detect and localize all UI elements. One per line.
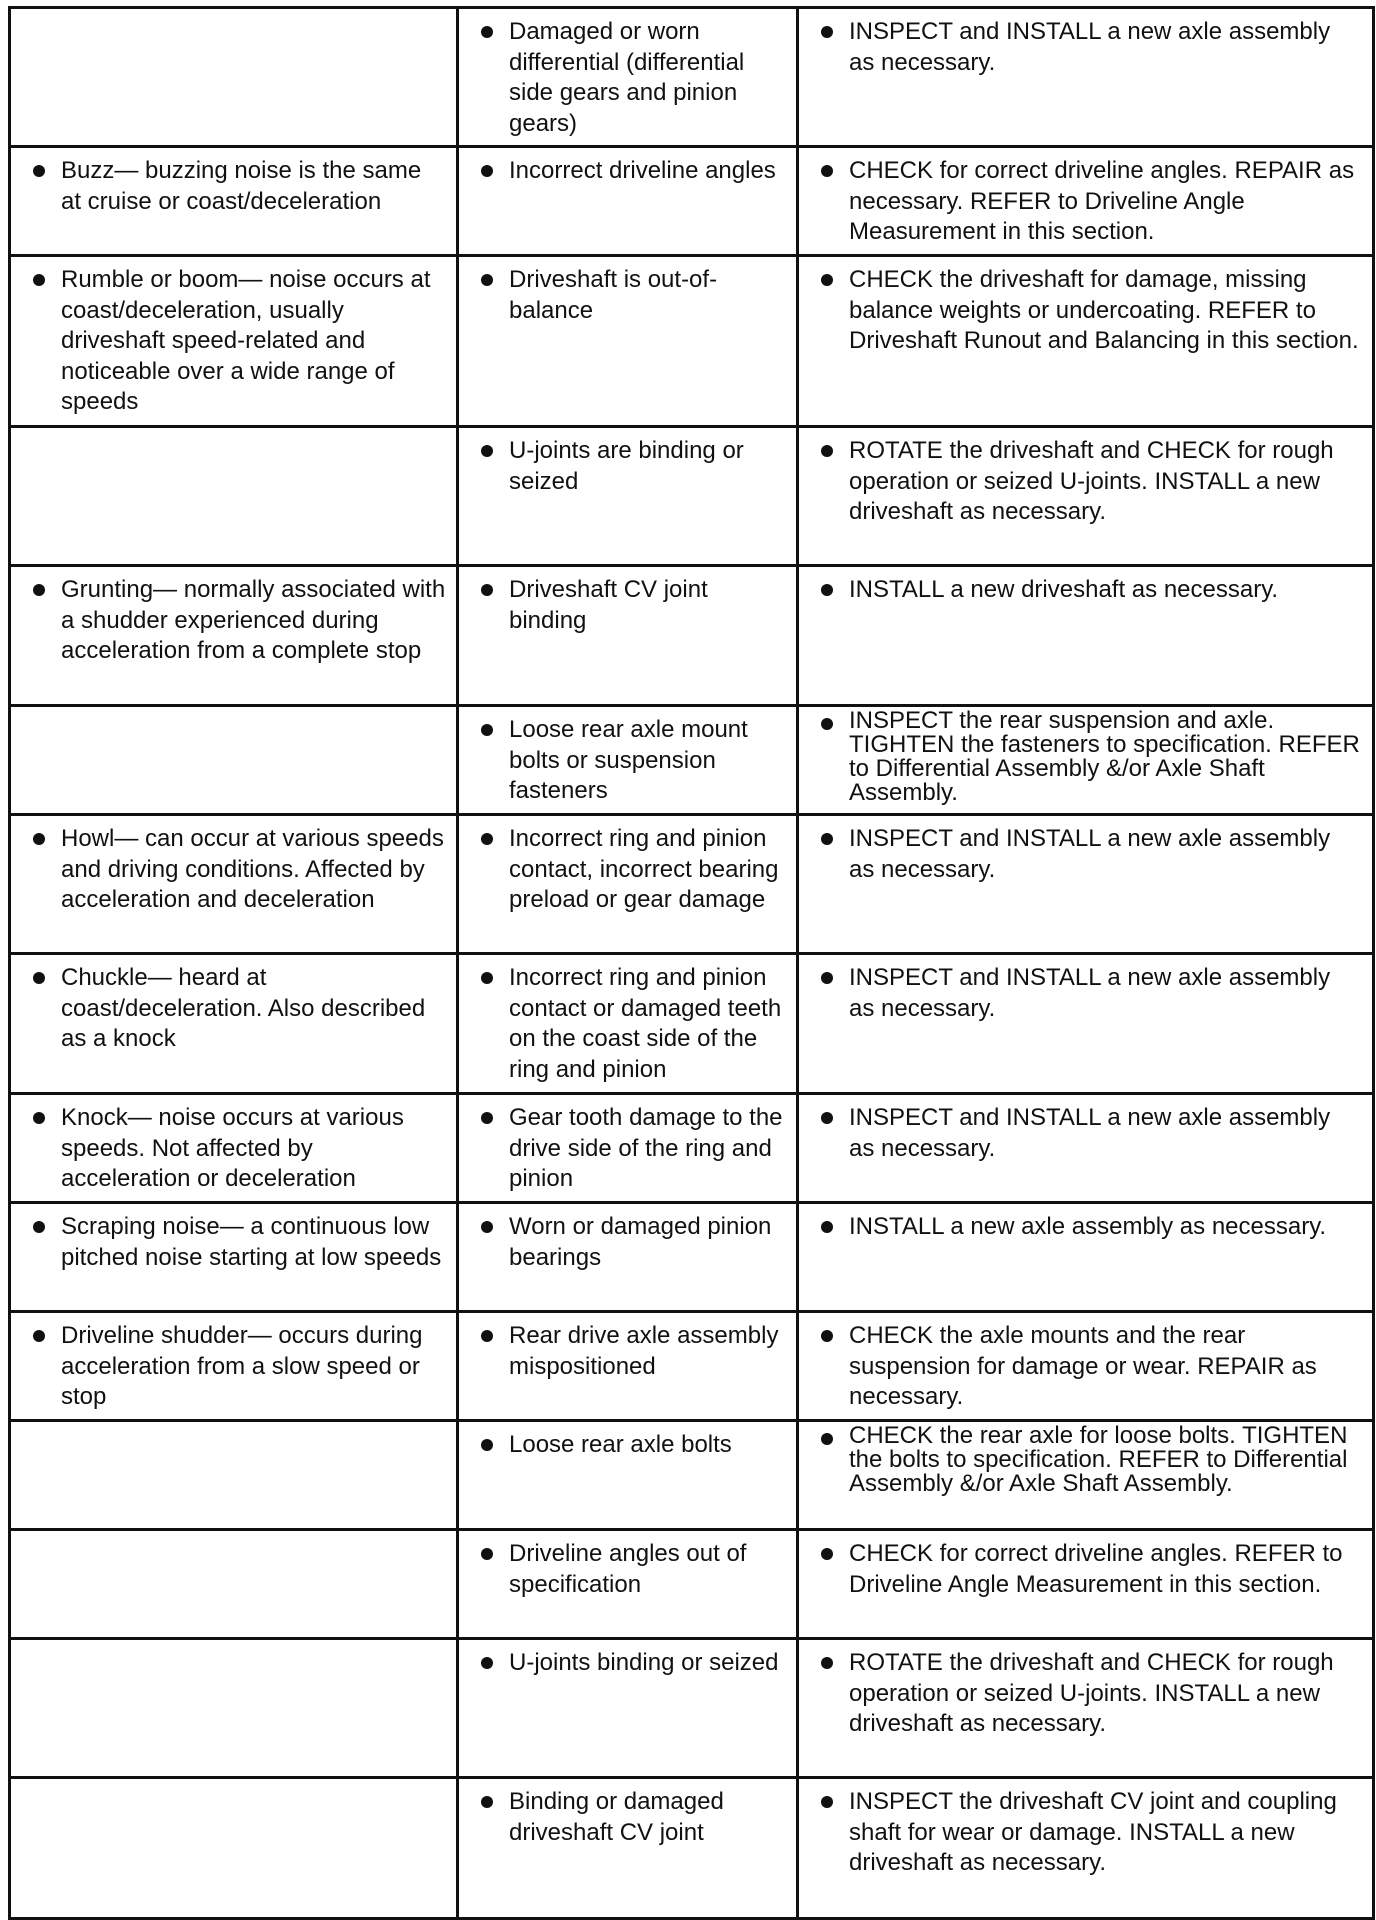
action-text: INSTALL a new axle assembly as necessary.	[849, 1213, 1327, 1240]
condition-cell	[10, 1530, 458, 1639]
bullet-icon	[481, 165, 493, 177]
action-cell	[798, 1530, 1374, 1639]
table-row	[10, 1312, 1374, 1421]
bullet-icon	[821, 833, 833, 845]
action-text: INSPECT the driveshaft CV joint and coupling shaft for wear or damage. INSTALL a new driveshaft as necessary.	[849, 1788, 1337, 1876]
action-text: INSPECT and INSTALL a new axle assembly as necessary.	[849, 18, 1331, 76]
bullet-icon	[33, 1221, 45, 1233]
table-row	[10, 1639, 1374, 1778]
table-row	[10, 1094, 1374, 1203]
cause-cell	[458, 256, 798, 427]
bullet-icon	[481, 1548, 493, 1560]
table-row	[10, 1421, 1374, 1530]
cause-text: Driveline angles out of specification	[509, 1540, 747, 1598]
condition-cell	[10, 1421, 458, 1530]
cause-cell	[458, 1530, 798, 1639]
action-text: INSPECT and INSTALL a new axle assembly as necessary.	[849, 1104, 1331, 1162]
action-cell	[798, 1421, 1374, 1530]
bullet-icon	[33, 1330, 45, 1342]
condition-text: Grunting— normally associated with a shudder experienced during acceleration from a complete stop	[61, 576, 446, 664]
cause-text: Damaged or worn differential (differential side gears and pinion gears)	[509, 18, 745, 137]
action-cell	[798, 147, 1374, 256]
bullet-icon	[481, 1796, 493, 1808]
table-row	[10, 1203, 1374, 1312]
bullet-icon	[481, 1330, 493, 1342]
cause-cell	[458, 427, 798, 566]
bullet-icon	[821, 1330, 833, 1342]
action-cell	[798, 1094, 1374, 1203]
cause-cell	[458, 1094, 798, 1203]
action-text: INSPECT and INSTALL a new axle assembly as necessary.	[849, 964, 1331, 1022]
bullet-icon	[33, 584, 45, 596]
noise-diagnosis-table	[8, 6, 1375, 1920]
action-text: CHECK for correct driveline angles. REPAIR as necessary. REFER to Driveline Angle Measurement in this section.	[849, 157, 1355, 245]
condition-text: Rumble or boom— noise occurs at coast/deceleration, usually driveshaft speed-related and noticeable over a wide range of speeds	[61, 266, 431, 415]
bullet-icon	[33, 972, 45, 984]
condition-text: Knock— noise occurs at various speeds. Not affected by acceleration or deceleration	[61, 1104, 404, 1192]
bullet-icon	[821, 718, 833, 730]
cause-text: Binding or damaged driveshaft CV joint	[509, 1788, 724, 1846]
bullet-icon	[821, 274, 833, 286]
action-cell	[798, 566, 1374, 706]
bullet-icon	[821, 26, 833, 38]
action-cell	[798, 8, 1374, 147]
condition-cell	[10, 147, 458, 256]
cause-cell	[458, 1639, 798, 1778]
cause-text: U-joints binding or seized	[509, 1649, 779, 1676]
bullet-icon	[821, 1657, 833, 1669]
condition-cell	[10, 815, 458, 954]
action-cell	[798, 706, 1374, 815]
bullet-icon	[481, 274, 493, 286]
table-row	[10, 1778, 1374, 1919]
table-row	[10, 8, 1374, 147]
cause-cell	[458, 706, 798, 815]
cause-cell	[458, 566, 798, 706]
condition-cell	[10, 427, 458, 566]
action-cell	[798, 954, 1374, 1094]
bullet-icon	[481, 724, 493, 736]
bullet-icon	[821, 445, 833, 457]
action-cell	[798, 815, 1374, 954]
table-row	[10, 566, 1374, 706]
bullet-icon	[821, 1796, 833, 1808]
cause-text: Incorrect driveline angles	[509, 157, 776, 184]
bullet-icon	[33, 1112, 45, 1124]
cause-cell	[458, 8, 798, 147]
action-text: CHECK the driveshaft for damage, missing balance weights or undercoating. REFER to Driveshaft Runout and Balancing in this section.	[849, 266, 1359, 354]
cause-text: Gear tooth damage to the drive side of the ring and pinion	[509, 1104, 783, 1192]
bullet-icon	[481, 584, 493, 596]
cause-cell	[458, 815, 798, 954]
action-cell	[798, 427, 1374, 566]
bullet-icon	[481, 1112, 493, 1124]
condition-cell	[10, 8, 458, 147]
cause-text: Incorrect ring and pinion contact, incorrect bearing preload or gear damage	[509, 825, 779, 913]
bullet-icon	[33, 833, 45, 845]
cause-cell	[458, 1421, 798, 1530]
bullet-icon	[481, 1657, 493, 1669]
action-cell	[798, 1312, 1374, 1421]
table-row	[10, 256, 1374, 427]
cause-cell	[458, 1778, 798, 1919]
condition-text: Chuckle— heard at coast/deceleration. Also described as a knock	[61, 964, 426, 1052]
action-cell	[798, 256, 1374, 427]
condition-text: Howl— can occur at various speeds and driving conditions. Affected by acceleration and deceleration	[61, 825, 444, 913]
bullet-icon	[821, 1433, 833, 1445]
bullet-icon	[821, 1221, 833, 1233]
bullet-icon	[481, 972, 493, 984]
condition-cell	[10, 256, 458, 427]
cause-text: Driveshaft is out-of-balance	[509, 266, 718, 324]
cause-text: Worn or damaged pinion bearings	[509, 1213, 772, 1271]
cause-cell	[458, 954, 798, 1094]
action-text: CHECK the rear axle for loose bolts. TIGHTEN the bolts to specification. REFER to Differential Assembly &/or Axle Shaft Assembly.	[849, 1422, 1348, 1497]
bullet-icon	[481, 26, 493, 38]
action-text: INSPECT and INSTALL a new axle assembly as necessary.	[849, 825, 1331, 883]
condition-cell	[10, 954, 458, 1094]
cause-cell	[458, 147, 798, 256]
condition-cell	[10, 1203, 458, 1312]
bullet-icon	[481, 1221, 493, 1233]
table-row	[10, 954, 1374, 1094]
condition-text: Scraping noise— a continuous low pitched noise starting at low speeds	[61, 1213, 442, 1271]
action-text: ROTATE the driveshaft and CHECK for rough operation or seized U-joints. INSTALL a new driveshaft as necessary.	[849, 1649, 1334, 1737]
table-row	[10, 427, 1374, 566]
table-row	[10, 706, 1374, 815]
cause-cell	[458, 1312, 798, 1421]
table-row	[10, 815, 1374, 954]
action-text: ROTATE the driveshaft and CHECK for rough operation or seized U-joints. INSTALL a new driveshaft as necessary.	[849, 437, 1334, 525]
action-cell	[798, 1639, 1374, 1778]
bullet-icon	[33, 274, 45, 286]
cause-text: Incorrect ring and pinion contact or damaged teeth on the coast side of the ring and pinion	[509, 964, 782, 1083]
bullet-icon	[481, 445, 493, 457]
cause-text: Loose rear axle bolts	[509, 1431, 732, 1458]
bullet-icon	[821, 1112, 833, 1124]
condition-text: Driveline shudder— occurs during acceleration from a slow speed or stop	[61, 1322, 423, 1410]
condition-cell	[10, 706, 458, 815]
bullet-icon	[821, 972, 833, 984]
action-cell	[798, 1778, 1374, 1919]
condition-cell	[10, 566, 458, 706]
bullet-icon	[821, 1548, 833, 1560]
condition-cell	[10, 1778, 458, 1919]
condition-text: Buzz— buzzing noise is the same at cruise or coast/deceleration	[61, 157, 422, 215]
condition-cell	[10, 1312, 458, 1421]
cause-text: Rear drive axle assembly mispositioned	[509, 1322, 779, 1380]
bullet-icon	[481, 833, 493, 845]
action-cell	[798, 1203, 1374, 1312]
action-text: INSPECT the rear suspension and axle. TIGHTEN the fasteners to specification. REFER to Differential Assembly &/or Axle Shaft Assembly.	[849, 707, 1360, 806]
bullet-icon	[481, 1439, 493, 1451]
condition-cell	[10, 1094, 458, 1203]
action-text: CHECK the axle mounts and the rear suspension for damage or wear. REPAIR as necessary.	[849, 1322, 1317, 1410]
bullet-icon	[821, 584, 833, 596]
cause-cell	[458, 1203, 798, 1312]
bullet-icon	[33, 165, 45, 177]
cause-text: U-joints are binding or seized	[509, 437, 744, 495]
condition-cell	[10, 1639, 458, 1778]
action-text: CHECK for correct driveline angles. REFER to Driveline Angle Measurement in this section.	[849, 1540, 1343, 1598]
table-row	[10, 147, 1374, 256]
table-row	[10, 1530, 1374, 1639]
cause-text: Driveshaft CV joint binding	[509, 576, 708, 634]
action-text: INSTALL a new driveshaft as necessary.	[849, 576, 1279, 603]
cause-text: Loose rear axle mount bolts or suspension fasteners	[509, 716, 748, 804]
bullet-icon	[821, 165, 833, 177]
